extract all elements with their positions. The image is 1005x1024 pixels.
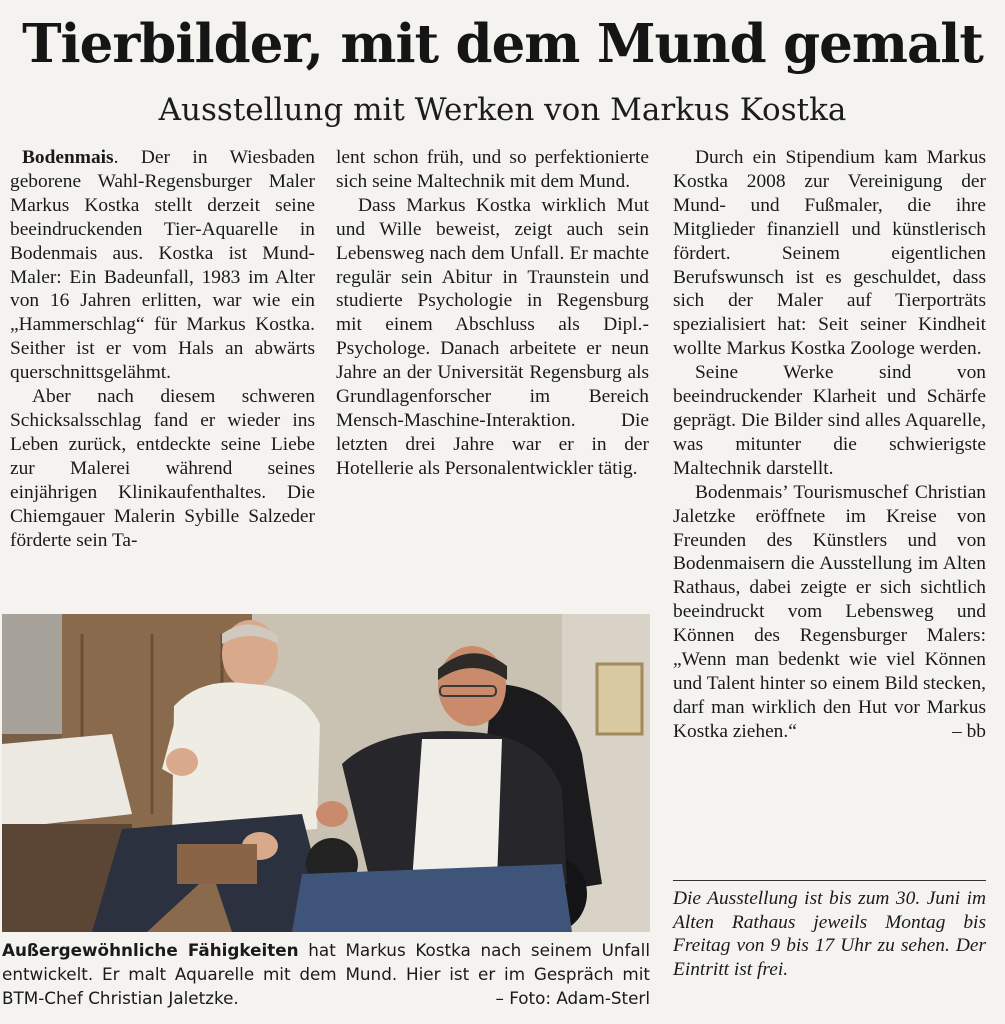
article-column-1 [10,146,315,552]
article-column-2 [336,146,649,481]
exhibition-info-box: Die Ausstellung ist bis zum 30. Juni im Alten Rathaus jeweils Montag bis Freitag von 9 bis 17 Uhr zu sehen. Der Eintritt ist frei. [673,880,986,981]
paragraph: Aber nach diesem schweren Schicksalsschlag fand er wieder ins Leben zurück, entdeckte seine Liebe zur Malerei während seines einjährigen Klinikaufenthaltes. Die Chiemgauer Malerin Sybille Salzeder förderte sein Ta- [10,386,315,551]
caption-text: hat Markus Kostka nach seinem Unfall entwickelt. Er malt Aquarelle mit dem Mund. Hier ist er im Gespräch mit BTM-Chef Christian Jaletzke. [2,940,651,1008]
paragraph: Durch ein Stipendium kam Markus Kostka 2008 zur Vereinigung der Mund- und Fußmaler, die ihre Mitglieder finanziell und künstlerisch fördert. Seinem eigentlichen Berufswunsch ist es geschuldet, dass sich der Maler auf Tierporträts spezialisiert hat: Seit seiner Kindheit wollte Markus Kostka Zoologe werden. [673,147,986,360]
subheadline: Ausstellung mit Werken von Markus Kostka [158,92,847,128]
photo-caption [2,938,650,1010]
paragraph-text: . Der in Wiesbaden geborene Wahl-Regensburger Maler Markus Kostka stellt derzeit seine beeindruckenden Tier-Aquarelle in Bodenmais aus. Kostka ist Mund-Maler: Ein Badeunfall, 1983 im Alter von 16 Jahren erlitten, war wie ein „Hammerschlag“ für Markus Kostka. Seither ist er vom Hals an abwärts querschnittsgelähmt. [10,147,315,384]
paragraph [673,481,986,744]
paragraph: lent schon früh, und so perfektionierte sich seine Maltechnik mit dem Mund. [336,147,649,192]
paragraph: Seine Werke sind von beeindruckender Klarheit und Schärfe geprägt. Die Bilder sind alles Aquarelle, was mitunter die schwierigste Maltechnik darstellt. [673,362,986,479]
paragraph: Dass Markus Kostka wirklich Mut und Wille beweist, zeigt auch sein Lebensweg nach dem Unfall. Er machte regulär sein Abitur in Traunstein und studierte Psychologie in Regensburg mit einem Abschluss als Dipl.-Psychologe. Danach arbeitete er neun Jahre an der Universität Regensburg als Grundlagenforscher im Bereich Mensch-Maschine-Interaktion. Die letzten drei Jahre war er in der Hotellerie als Personalentwickler tätig. [336,194,649,479]
article-column-3 [673,146,986,744]
dateline: Bodenmais [22,147,114,168]
photo-illustration [2,614,650,932]
article-photo [2,614,650,932]
author-signoff: – bb [952,720,986,742]
paragraph [10,146,315,385]
photo-credit: – Foto: Adam-Sterl [495,988,650,1008]
paragraph-text: Bodenmais’ Tourismuschef Christian Jaletzke eröffnete im Kreise von Freunden des Künstlers und von Bodenmaisern die Ausstellung im Alten Rathaus, dabei zeigte er sich sichtlich beeindruckt vom Lebensweg und Können des Regensburger Malers: „Wenn man bedenkt wie viel Können und Talent hinter so einem Bild stecken, darf man wirklich den Hut vor Markus Kostka ziehen.“ [673,481,986,742]
headline: Tierbilder, mit dem Mund gemalt [22,13,983,75]
caption-lead: Außergewöhnliche Fähigkeiten [2,940,299,960]
